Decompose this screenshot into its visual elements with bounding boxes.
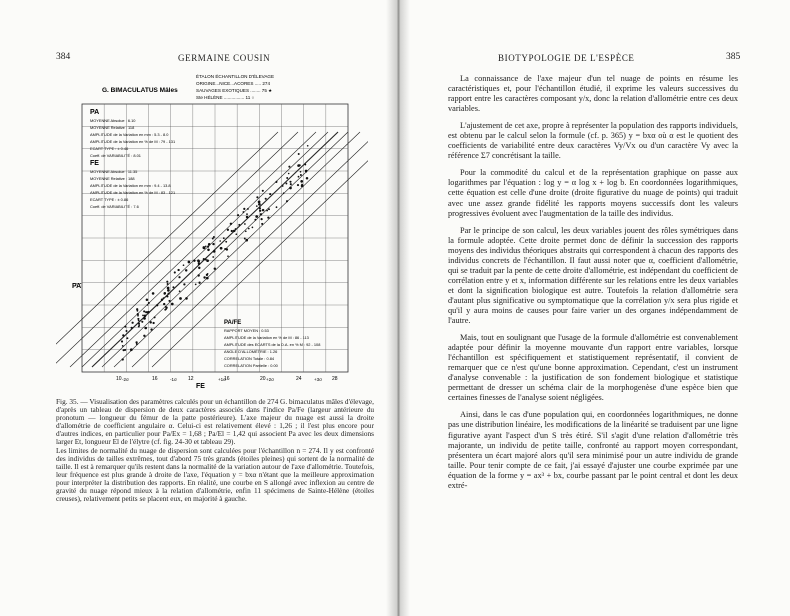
x-tick-label: 10 — [116, 376, 122, 382]
stat-line: RAPPORT MOYEN : 0.53 — [224, 328, 269, 333]
data-point — [172, 286, 174, 288]
data-point — [177, 269, 179, 271]
stat-line: AMPLITUDE de la Variation en % de M : 86 - 113 — [224, 335, 309, 340]
stat-line: AMPLITUDE de la Variation en mm : 5.3 - 8.0 — [90, 132, 169, 137]
data-point — [206, 277, 209, 280]
data-point — [275, 181, 277, 183]
data-point — [167, 289, 170, 292]
sigma-mark: +1σ — [218, 377, 226, 382]
data-point — [237, 214, 239, 216]
data-point — [143, 317, 146, 320]
data-point — [206, 259, 209, 262]
data-point — [148, 302, 150, 304]
data-point — [179, 297, 182, 300]
data-point — [166, 295, 168, 297]
data-point — [121, 340, 123, 342]
fe-block — [90, 169, 175, 209]
grid — [82, 104, 348, 372]
data-point — [197, 260, 200, 263]
data-point — [304, 164, 306, 166]
data-point — [207, 246, 209, 248]
data-point — [183, 283, 185, 285]
data-point — [286, 177, 288, 179]
allometry-bands — [56, 132, 368, 367]
data-point — [125, 330, 127, 332]
data-point — [171, 303, 174, 306]
stat-line: ANGLE D'ALLOMÉTRIE : 1.26 — [224, 349, 278, 354]
species-label: G. BIMACULATUS Mâles — [102, 87, 178, 94]
data-point — [307, 145, 309, 147]
data-point — [143, 335, 145, 337]
data-point — [261, 223, 263, 225]
data-point — [301, 184, 303, 186]
data-point — [132, 322, 134, 324]
sample-legend-line: ÉTALON ÉCHANTILLON D'ÉLEVAGE — [196, 74, 275, 79]
allometry-figure — [56, 70, 368, 392]
data-point — [188, 261, 191, 264]
data-point — [258, 201, 261, 204]
stat-line: MOYENNE Absolue : 6.10 — [90, 118, 136, 123]
data-point — [306, 177, 309, 180]
data-point — [212, 256, 214, 258]
data-point — [261, 218, 263, 220]
data-point — [244, 223, 246, 225]
data-point — [262, 209, 265, 212]
data-point — [144, 327, 147, 330]
data-point — [138, 320, 140, 322]
data-point — [167, 283, 169, 285]
data-point — [290, 183, 292, 185]
data-point — [156, 304, 158, 306]
data-point — [300, 180, 303, 183]
data-point — [193, 260, 195, 262]
pa-block-title: PA — [90, 109, 100, 116]
figure-caption — [56, 398, 374, 503]
data-point — [167, 293, 169, 295]
data-point — [223, 237, 225, 239]
data-point — [126, 337, 128, 339]
data-point — [212, 237, 214, 239]
stat-line: MOYENNE Relative : 188 — [90, 176, 135, 181]
data-point — [256, 196, 258, 198]
stat-line: Coeff. de VARIABILITÉ : 8.01 — [90, 153, 141, 158]
data-point — [283, 192, 285, 194]
data-point — [141, 321, 143, 323]
allometry-line — [82, 132, 328, 367]
data-point — [138, 324, 140, 326]
data-point — [288, 173, 290, 175]
data-point — [226, 248, 228, 250]
data-point — [203, 276, 205, 278]
data-point — [164, 293, 166, 295]
data-point — [268, 208, 270, 210]
data-point — [122, 345, 124, 347]
x-tick-label: 20 — [260, 376, 266, 382]
data-point — [246, 213, 248, 215]
body-paragraph: Mais, tout en soulignant que l'usage de la formule d'allométrie est convenablement adaptée pour définir la moyenne mouvante d'un rapport entre variables, lorsque l'échantillon est spécifiquement et statistiquement représentatif, il convient de remarquer que ce n'est qu'une bonne approximation. Cependant, c'est un instrument d'analyse convenable : la justification de son fondement biologique et statistique permettant de dresser un schéma clair de la morphogenèse d'une espèce bien que certaines finesses de l'analyse soient négligées. — [448, 333, 738, 403]
data-point — [245, 230, 247, 232]
data-point — [225, 241, 227, 243]
x-tick-label: 24 — [296, 376, 302, 382]
data-point — [298, 153, 300, 155]
data-point — [203, 258, 205, 260]
data-point — [136, 343, 138, 345]
body-paragraph: L'ajustement de cet axe, propre à représenter la population des rapports individuels, est obtenu par le calcul selon la formule (cf. p. 365) y = bxα où α est le quotient des coefficients de variabilité entre deux caractères Vy/Vx ou d'un caractère Vy avec la référence Σ7 concrétisant la taille. — [448, 121, 738, 161]
stat-line: MOYENNE Relative : 118 — [90, 125, 135, 130]
right-page-number: 385 — [726, 52, 741, 62]
body-paragraph: La connaissance de l'axe majeur d'un tel nuage de points en résume les caractéristiques et, pour l'échantillon étudié, il exprime les valeurs successives du rapport entre les caractères composant y/x, donc la relation d'allométrie entre ces deux variables. — [448, 74, 738, 114]
stat-line: ECART TYPE : ± 0.86 — [90, 197, 129, 202]
x-tick-label: 16 — [152, 376, 158, 382]
data-point — [282, 185, 284, 187]
data-point — [147, 304, 149, 306]
data-point — [258, 203, 261, 206]
data-point — [145, 311, 147, 313]
body-paragraph: Ainsi, dans le cas d'une population qui, en coordonnées logarithmiques, ne donne pas une distribution linéaire, les modifications de la linéarité se traduisent par une ligne figurative ayant l'aspect d'un S très étiré. S'il s'agit d'une relation d'allométrie très majorante, un individu de petite taille, confronté au rapport moyen correspondant, présentera un écart majoré alors qu'il sera minimisé pour un autre individu de grande taille. Pour tenir compte de ce fait, j'ai essayé d'ajuster une courbe exprimée par une équation de la forme y = ax³ + bx, courbe passant par le point central et dont les deux extré- — [448, 410, 738, 490]
data-point — [185, 269, 187, 271]
body-paragraph: Par le principe de son calcul, les deux variables jouent des rôles symétriques dans la formule adoptée. Cette droite permet donc de définir la succession des rapports moyens des individus théoriques abstraits qui correspondent à chacun des rapports des individus concrets de l'échantillon. Il faut aussi noter que α, coefficient d'allométrie, qui se traduit par la pente de cette droite d'allométrie, est indépendant du coefficient de corrélation entre y et x, information différente sur les relations entre les deux variables et dont la signification biologique est autre. Toutefois la relation d'allométrie sera d'autant plus significative ou symptomatique que la corrélation y/x sera plus rigide et qu'il y aura moins de causes pour faire varier un des organes indépendamment de l'autre. — [448, 225, 738, 326]
data-point — [207, 249, 210, 252]
x-tick-label: 12 — [188, 376, 194, 382]
data-point — [300, 174, 302, 176]
data-point — [137, 315, 139, 317]
fe-block-title: FE — [90, 160, 99, 167]
sample-legend-line: Ste HÉLÈNE ................ 11 ○ — [196, 95, 255, 100]
data-point — [233, 230, 236, 233]
body-paragraph: Pour la commodité du calcul et de la représentation graphique on passe aux logarithmes par l'équation : log y = α log x + log b. En coordonnées logarithmiques, cette équation est celle d'une droite (droite figurative du nuage de points) qui traduit avec une assez grande fidélité les rapports moyens successifs dont les valeurs progressives évoluent avec l'augmentation de la taille des individus. — [448, 168, 738, 218]
data-point — [289, 181, 291, 183]
data-point — [136, 310, 138, 312]
left-page-number: 384 — [56, 52, 71, 62]
data-point — [143, 310, 145, 312]
data-point — [235, 233, 237, 235]
sigma-mark: +2σ — [266, 377, 274, 382]
data-point — [297, 164, 300, 167]
x-axis-label: FE — [196, 383, 205, 390]
data-point — [183, 264, 185, 266]
sigma-mark: -2σ — [122, 377, 129, 382]
data-point — [227, 229, 229, 231]
right-running-head: BIOTYPOLOGIE DE L'ESPÈCE — [498, 53, 635, 63]
x-ticks — [116, 376, 338, 382]
data-point — [124, 349, 126, 351]
sample-legend-line: ORIGINE...NICE...ACORES ..... 274 — [196, 81, 271, 86]
data-point — [246, 216, 248, 218]
x-tick-label: 16 — [224, 376, 230, 382]
data-point — [212, 243, 214, 245]
data-point — [244, 238, 246, 240]
data-point — [122, 358, 124, 360]
data-point — [198, 282, 200, 284]
book-gutter — [386, 0, 410, 616]
data-point — [248, 228, 250, 230]
stat-line: CORRELATION Totale : 0.84 — [224, 356, 275, 361]
stat-line: Coeff. de VARIABILITÉ : 7.6 — [90, 204, 139, 209]
data-point — [130, 348, 133, 351]
caption-paragraph: Fig. 35. — Visualisation des paramètres calculés pour un échantillon de 274 G. bimaculatus mâles d'élevage, d'après un tableau de dispersion de deux caractères associés dans l'indice Pa/Fe (largeur antérieure du pronotum — longueur du fémur de la patte postérieure). L'axe majeur du nuage est aussi la droite d'allométrie de coefficient angulaire α. Celui-ci est relativement élevé : 1,26 ; il l'est plus encore pour d'autres indices, en particulier pour Pa/Ex = 1,68 ; Pa/El = 1,42 qui associent Pa avec les deux dimensions larger Et, longueur El de l'élytre (cf. fig. 24-30 et tableau 29). — [56, 397, 374, 447]
data-point — [298, 176, 300, 178]
data-point — [289, 187, 292, 190]
data-point — [300, 171, 302, 173]
data-point — [195, 284, 197, 286]
data-point — [122, 334, 124, 336]
sigma-mark: -1σ — [170, 377, 177, 382]
data-point — [238, 224, 240, 226]
right-body-text — [448, 74, 738, 498]
data-point — [305, 171, 307, 173]
data-point — [205, 245, 207, 247]
scatter-plot-svg — [56, 70, 368, 392]
data-point — [230, 223, 232, 225]
data-point — [164, 309, 166, 311]
data-point — [163, 303, 165, 305]
data-point — [131, 327, 133, 329]
data-point — [198, 267, 200, 269]
data-point — [166, 281, 168, 283]
data-point — [149, 321, 151, 323]
data-point — [297, 184, 299, 186]
data-point — [198, 263, 201, 266]
data-point — [137, 318, 139, 320]
data-point — [242, 211, 244, 213]
data-point — [219, 240, 221, 242]
data-point — [256, 205, 258, 207]
data-point — [168, 300, 170, 302]
data-point — [267, 216, 269, 218]
data-point — [124, 326, 126, 328]
data-point — [259, 210, 261, 212]
data-point — [213, 250, 215, 252]
data-point — [174, 271, 176, 273]
data-point — [138, 323, 140, 325]
data-point — [231, 230, 233, 232]
data-point — [214, 267, 216, 269]
data-point — [286, 200, 288, 202]
stat-line: MOYENNE Absolue : 11.35 — [90, 169, 138, 174]
data-point — [245, 239, 248, 242]
data-point — [198, 274, 200, 276]
data-point — [179, 290, 181, 292]
data-point — [262, 190, 264, 192]
x-tick-label: 28 — [332, 376, 338, 382]
stat-line: AMPLITUDE de la Variation en % de M : 79 - 131 — [90, 139, 176, 144]
data-point — [146, 298, 149, 301]
data-point — [227, 255, 229, 257]
pa-block — [90, 118, 175, 158]
data-point — [243, 208, 245, 210]
pafe-block — [224, 328, 320, 368]
data-point — [260, 213, 262, 215]
stat-line: ECART TYPE : ± 0.46 — [90, 146, 129, 151]
data-point — [254, 219, 256, 221]
data-point — [152, 292, 155, 295]
data-point — [265, 198, 267, 200]
data-point — [163, 297, 165, 299]
data-point — [259, 207, 261, 209]
data-point — [269, 193, 271, 195]
data-point — [220, 247, 223, 250]
data-point — [288, 166, 290, 168]
data-point — [252, 227, 254, 229]
data-point — [167, 287, 170, 290]
data-point — [208, 243, 211, 246]
data-point — [144, 315, 147, 318]
data-point — [266, 210, 268, 212]
data-point — [235, 228, 237, 230]
data-point — [255, 215, 258, 218]
data-point — [165, 307, 167, 309]
data-point — [150, 328, 152, 330]
stat-line: AMPLITUDE de la Variation en % de M : 83 - 121 — [90, 190, 176, 195]
data-point — [178, 276, 180, 278]
data-point — [247, 208, 249, 210]
sigma-mark: +3σ — [314, 377, 322, 382]
data-point — [276, 206, 278, 208]
data-point — [142, 315, 144, 317]
data-point — [152, 322, 154, 324]
stat-line: AMPLITUDE des ECARTS de la D.A. en % M : 92 - 108 — [224, 342, 321, 347]
data-point — [154, 316, 156, 318]
data-point — [185, 297, 188, 300]
y-axis-label: PA — [72, 283, 82, 290]
stat-line: AMPLITUDE de la Variation en mm : 9.4 - 13.8 — [90, 183, 171, 188]
data-point — [161, 298, 163, 300]
data-point — [285, 183, 287, 185]
caption-paragraph: Les limites de normalité du nuage de dispersion sont calculées pour l'échantillon n = 274. Il y est confronté des individus de tailles extrêmes, tout d'abord 75 très grands (étoiles pleines) qui sortent de la normalité de taille. Il est à remarquer qu'ils restent dans la normalité de la variation autour de l'axe d'allométrie. Toutefois, leur fréquence est plus grande à droite de l'axe, l'équation y = bxα n'étant que la meilleure approximation pour interpréter la distribution des rapports. En réalité, une courbe en S allongé avec inflexion au centre de gravité du nuage répond mieux à la relation d'allométrie, enfin 11 spécimens de Sainte-Hélène (étoiles creuses), relativement petits se placent eux, en majorité à gauche. — [56, 445, 374, 504]
pafe-block-title: PA/FE — [224, 320, 242, 326]
stat-line: CORRELATION Partielle : 0.00 — [224, 363, 278, 368]
data-point — [147, 311, 150, 314]
data-point — [203, 246, 206, 249]
sample-legend-line: SAUVAGES EXOTIQUES ........ 75 ★ — [196, 88, 273, 93]
left-running-head: GERMAINE COUSIN — [178, 53, 271, 63]
data-point — [207, 273, 209, 275]
